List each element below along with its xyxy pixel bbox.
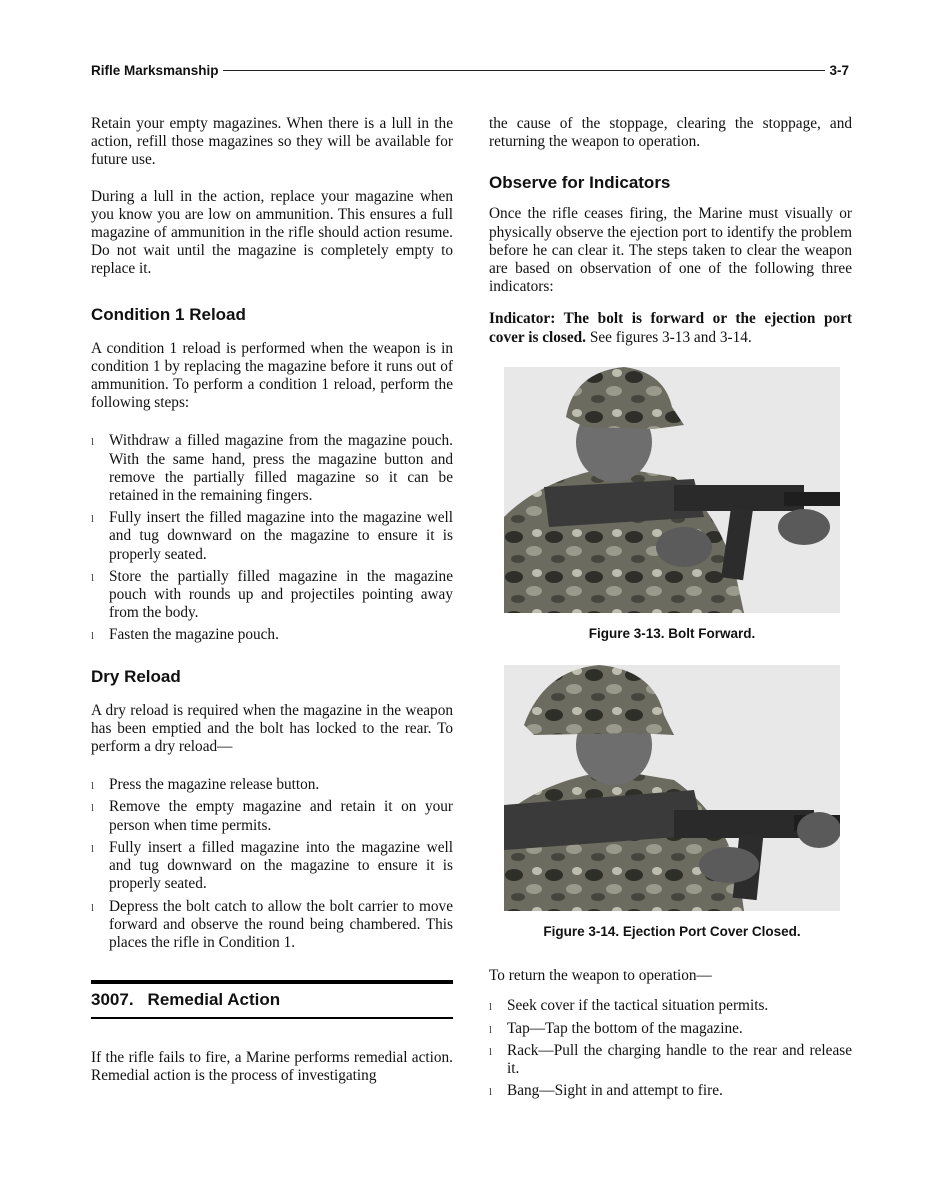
heading-condition-1-reload: Condition 1 Reload <box>91 304 246 324</box>
bullet-icon: l <box>489 1023 493 1036</box>
section-heading <box>91 990 453 1010</box>
page-header <box>91 60 849 80</box>
paragraph: If the rifle fails to fire, a Marine performs remedial action. Remedial action is the process of investigating <box>91 1049 453 1085</box>
indicator-paragraph <box>489 310 852 346</box>
bullet-icon: l <box>91 571 95 584</box>
list-item: l Rack—Pull the charging handle to the rear and release it. <box>489 1041 852 1078</box>
list-item: l Press the magazine release button. <box>91 776 453 794</box>
header-rule <box>223 70 826 71</box>
paragraph: A condition 1 reload is performed when the weapon is in condition 1 by replacing the magazine before it runs out of ammunition. To perform a condition 1 reload, perform the following steps: <box>91 339 453 412</box>
bullet-icon: l <box>91 842 95 855</box>
heading-dry-reload: Dry Reload <box>91 666 181 686</box>
figure-caption: Figure 3-14. Ejection Port Cover Closed. <box>543 924 801 940</box>
list-item: l Remove the empty magazine and retain it on your person when time permits. <box>91 798 453 834</box>
indicator-reference: See figures 3-13 and 3-14. <box>586 328 752 346</box>
bullet-icon: l <box>91 780 95 793</box>
list-item: l Withdraw a filled magazine from the magazine pouch. With the same hand, press the magazine button and remove the partially filled magazine so it can be retained in the remaining fingers. <box>91 432 453 505</box>
bullet-icon: l <box>489 1086 493 1099</box>
list-item: l Fasten the magazine pouch. <box>91 626 453 644</box>
heading-observe-for-indicators: Observe for Indicators <box>489 173 671 193</box>
list-item: l Fully insert the filled magazine into the magazine well and tug downward on the magazine to ensure it is properly seated. <box>91 509 453 563</box>
paragraph: During a lull in the action, replace your magazine when you know you are low on ammunition. This ensures a full magazine of ammunition in the rifle should action resume. Do not wait until the magazine is completely empty to replace it. <box>91 187 453 278</box>
indicator-label: Indicator: The bolt is forward or the ejection port cover is closed. <box>489 310 852 346</box>
list-item: l Store the partially filled magazine in the magazine pouch with rounds up and projectiles pointing away from the body. <box>91 567 453 622</box>
return-steps-list <box>489 997 852 1100</box>
bullet-icon: l <box>91 630 95 643</box>
list-item: l Depress the bolt catch to allow the bolt carrier to move forward and observe the round being chambered. This places the rifle in Condition 1. <box>91 897 453 951</box>
paragraph: Once the rifle ceases firing, the Marine must visually or physically observe the ejection port to identify the problem before he can clear it. The steps taken to clear the weapon are based on observation of one of the following three indicators: <box>489 205 852 296</box>
photo-bolt-forward <box>504 367 840 613</box>
figure-caption: Figure 3-13. Bolt Forward. <box>588 625 756 641</box>
figure-3-14 <box>504 665 840 941</box>
paragraph: Retain your empty magazines. When there is a lull in the action, refill those magazines so they will be available for future use. <box>91 115 453 169</box>
section-title: Remedial Action <box>147 990 281 1010</box>
bullet-icon: l <box>91 901 95 914</box>
bullet-icon: l <box>91 436 95 449</box>
list-item: l Tap—Tap the bottom of the magazine. <box>489 1020 852 1038</box>
condition-steps-list <box>91 432 453 644</box>
section-number: 3007. <box>91 990 134 1010</box>
list-item: l Fully insert a filled magazine into the magazine well and tug downward on the magazine to ensure it is properly seated. <box>91 838 453 893</box>
section-heading-box <box>91 980 453 1019</box>
bullet-icon: l <box>91 802 95 815</box>
list-item: l Bang—Sight in and attempt to fire. <box>489 1082 852 1100</box>
left-column <box>91 115 453 1104</box>
bullet-icon: l <box>489 1045 493 1058</box>
bullet-icon: l <box>489 1001 493 1014</box>
right-column <box>489 115 852 1118</box>
figure-3-13 <box>504 367 840 643</box>
running-title: Rifle Marksmanship <box>91 62 219 78</box>
dry-steps-list <box>91 776 453 952</box>
paragraph: To return the weapon to operation— <box>489 967 712 985</box>
bullet-icon: l <box>91 513 95 526</box>
paragraph: A dry reload is required when the magazine in the weapon has been emptied and the bolt has locked to the rear. To perform a dry reload— <box>91 701 453 756</box>
list-item: l Seek cover if the tactical situation permits. <box>489 997 852 1015</box>
page-number: 3-7 <box>829 62 849 78</box>
photo-ejection-port-closed <box>504 665 840 911</box>
paragraph: the cause of the stoppage, clearing the stoppage, and returning the weapon to operation. <box>489 115 852 151</box>
